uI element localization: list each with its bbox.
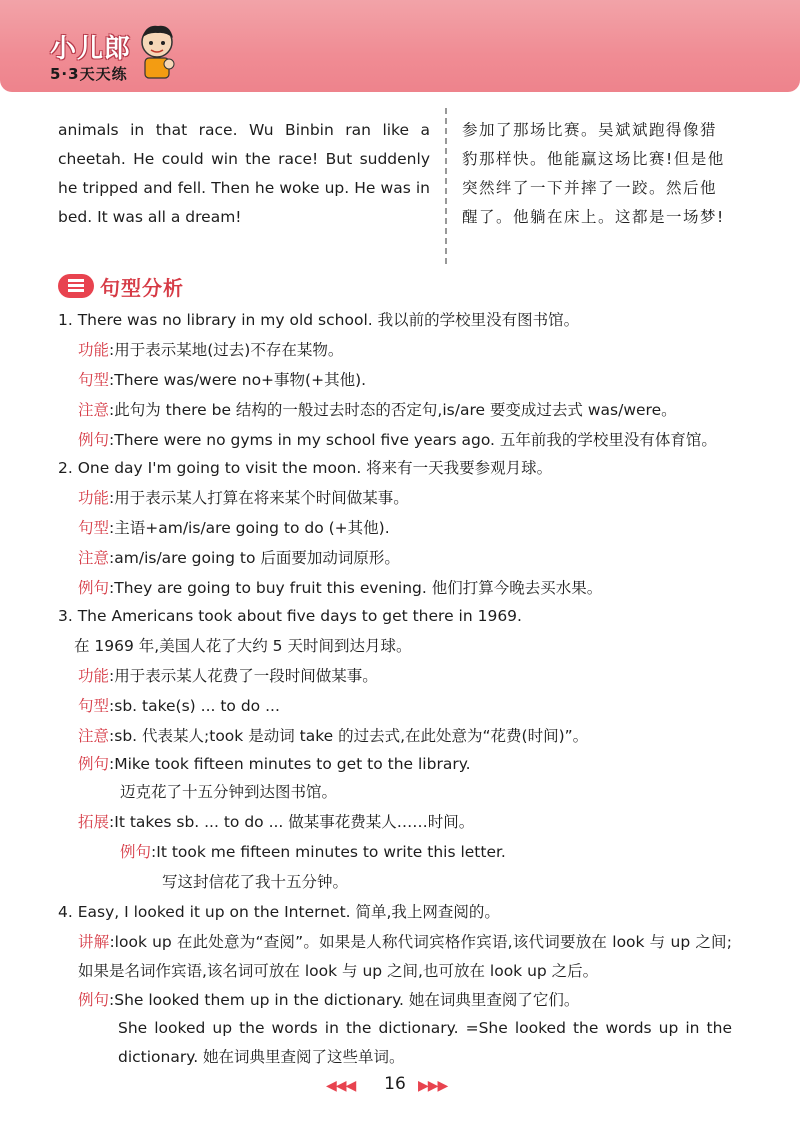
note-tag: 功能 <box>78 667 110 685</box>
item-3-note: 例句:Mike took fifteen minutes to get to the library. <box>78 755 471 773</box>
note-tag: 拓展 <box>78 813 110 831</box>
note-text: They are going to buy fruit this evening. 他们打算今晚去买水果。 <box>114 579 603 597</box>
note-text: sb. 代表某人;took 是动词 take 的过去式,在此处意为“花费(时间)”。 <box>114 727 589 745</box>
logo-title: 小儿郎 <box>50 34 132 64</box>
item-2-note: 例句:They are going to buy fruit this evening. 他们打算今晚去买水果。 <box>78 579 603 597</box>
note-text: 用于表示某人花费了一段时间做某事。 <box>114 667 378 685</box>
note-tag: 注意 <box>78 549 110 567</box>
column-divider <box>445 108 447 264</box>
item-3-example-translation: 迈克花了十五分钟到达图书馆。 <box>120 783 338 801</box>
item-1-note: 句型:There was/were no+事物(+其他). <box>78 371 367 389</box>
note-text: look up 在此处意为“查阅”。如果是人称代词宾格作宾语,该代词要放在 look 与 up 之间;如果是名词作宾语,该名词可放在 look 与 up 之间,也可放在 look up 之后。 <box>78 933 732 980</box>
note-tag: 句型 <box>78 697 110 715</box>
note-text: 用于表示某地(过去)不存在某物。 <box>114 341 344 359</box>
item-4-example-2: She looked up the words in the dictionary. =She looked the words up in the dictionary. 她在词典里查阅了这些单词。 <box>118 1019 732 1066</box>
item-2-sentence: 2. One day I'm going to visit the moon. 将来有一天我要参观月球。 <box>58 459 553 477</box>
item-1-sentence: 1. There was no library in my old school. 我以前的学校里没有图书馆。 <box>58 311 580 329</box>
page-number: 16 <box>384 1074 406 1094</box>
note-text: 用于表示某人打算在将来某个时间做某事。 <box>114 489 409 507</box>
item-3-translation: 在 1969 年,美国人花了大约 5 天时间到达月球。 <box>74 637 412 655</box>
note-text: Mike took fifteen minutes to get to the library. <box>114 755 471 773</box>
reading-chinese: 参加了那场比赛。吴斌斌跑得像猎豹那样快。他能赢这场比赛!但是他突然绊了一下并摔了一跤。然后他醒了。他躺在床上。这都是一场梦! <box>462 121 725 226</box>
note-tag: 例句 <box>120 843 152 861</box>
note-tag: 句型 <box>78 371 110 389</box>
item-3-note: 注意:sb. 代表某人;took 是动词 take 的过去式,在此处意为“花费(时间)”。 <box>78 727 589 745</box>
page-footer <box>0 1074 800 1098</box>
note-text: She looked them up in the dictionary. 她在词典里查阅了它们。 <box>114 991 580 1009</box>
item-4-note: 讲解:look up 在此处意为“查阅”。如果是人称代词宾格作宾语,该代词要放在 look 与 up 之间;如果是名词作宾语,该名词可放在 look 与 up 之间,也可放在 look up 之后。 <box>78 933 732 980</box>
section-title: 句型分析 <box>100 276 184 300</box>
note-text: It takes sb. ... to do ... 做某事花费某人……时间。 <box>114 813 475 831</box>
item-4-sentence: 4. Easy, I looked it up on the Internet. 简单,我上网查阅的。 <box>58 903 500 921</box>
item-3-note: 功能:用于表示某人花费了一段时间做某事。 <box>78 667 378 685</box>
note-tag: 功能 <box>78 489 110 507</box>
note-text: sb. take(s) ... to do ... <box>114 697 280 715</box>
note-tag: 例句 <box>78 755 110 773</box>
note-text: It took me fifteen minutes to write this letter. <box>156 843 506 861</box>
note-tag: 注意 <box>78 727 110 745</box>
item-3-note: 句型:sb. take(s) ... to do ... <box>78 697 280 715</box>
note-tag: 例句 <box>78 431 110 449</box>
note-tag: 例句 <box>78 579 110 597</box>
arrows-right-icon: ▶▶▶ <box>418 1078 448 1094</box>
section-badge-icon <box>58 274 94 298</box>
logo-subtitle: 5·3天天练 <box>50 65 128 83</box>
item-3-note: 拓展:It takes sb. ... to do ... 做某事花费某人……时间。 <box>78 813 475 831</box>
item-3-sub-example-translation: 写这封信花了我十五分钟。 <box>162 873 349 891</box>
item-1-note: 例句:There were no gyms in my school five years ago. 五年前我的学校里没有体育馆。 <box>78 431 717 449</box>
item-2-note: 句型:主语+am/is/are going to do (+其他). <box>78 519 390 537</box>
brand-logo <box>50 28 131 84</box>
item-3-sub-example: 例句:It took me fifteen minutes to write this letter. <box>120 843 506 861</box>
note-text: 主语+am/is/are going to do (+其他). <box>114 519 390 537</box>
item-1-note: 注意:此句为 there be 结构的一般过去时态的否定句,is/are 要变成过去式 was/were。 <box>78 401 677 419</box>
note-tag: 例句 <box>78 991 110 1009</box>
note-text: There were no gyms in my school five years ago. 五年前我的学校里没有体育馆。 <box>114 431 717 449</box>
note-text: am/is/are going to 后面要加动词原形。 <box>114 549 400 567</box>
arrows-left-icon: ◀◀◀ <box>326 1078 356 1094</box>
page-header <box>0 0 800 92</box>
note-tag: 注意 <box>78 401 110 419</box>
item-1-note: 功能:用于表示某地(过去)不存在某物。 <box>78 341 344 359</box>
reading-passage <box>0 108 800 268</box>
reading-english: animals in that race. Wu Binbin ran like a cheetah. He could win the race! But suddenly he tripped and fell. Then he woke up. He was in bed. It was all a dream! <box>58 121 430 226</box>
item-3-sentence: 3. The Americans took about five days to get there in 1969. <box>58 607 522 625</box>
mascot-icon <box>136 22 178 80</box>
note-tag: 句型 <box>78 519 110 537</box>
item-4-note: 例句:She looked them up in the dictionary. 她在词典里查阅了它们。 <box>78 991 580 1009</box>
note-text: There was/were no+事物(+其他). <box>114 371 367 389</box>
item-2-note: 功能:用于表示某人打算在将来某个时间做某事。 <box>78 489 409 507</box>
note-text: 此句为 there be 结构的一般过去时态的否定句,is/are 要变成过去式 was/were。 <box>114 401 677 419</box>
note-tag: 讲解 <box>78 933 110 951</box>
note-tag: 功能 <box>78 341 110 359</box>
item-2-note: 注意:am/is/are going to 后面要加动词原形。 <box>78 549 400 567</box>
